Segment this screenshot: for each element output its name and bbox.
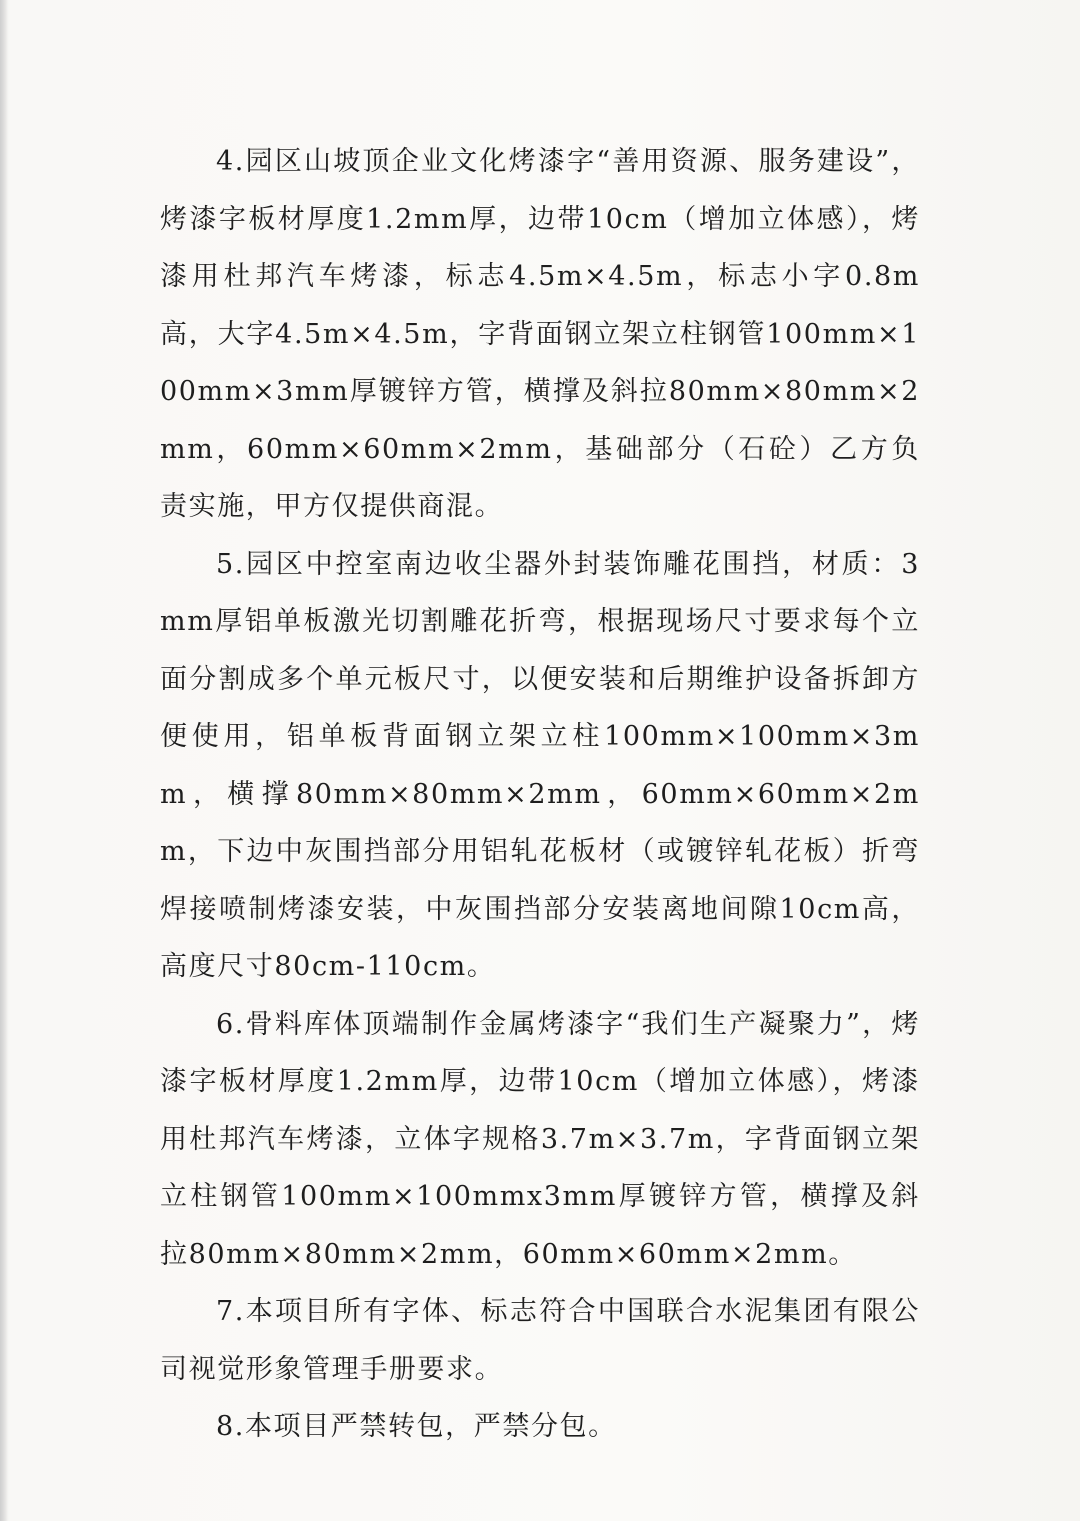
paragraph-item-4: 4.园区山坡顶企业文化烤漆字“善用资源、服务建设”，烤漆字板材厚度1.2mm厚，边带10cm（增加立体感），烤漆用杜邦汽车烤漆，标志4.5m×4.5m，标志小字0.8m高，大字4.5m×4.5m，字背面钢立架立柱钢管100mm×100mm×3mm厚镀锌方管，横撑及斜拉80mm×80mm×2mm，60mm×60mm×2mm，基础部分（石砼）乙方负责实施，甲方仅提供商混。 xyxy=(160,146,920,522)
page-edge-shadow xyxy=(0,0,8,1521)
document-body xyxy=(160,133,920,1456)
paragraph-item-8: 8.本项目严禁转包，严禁分包。 xyxy=(216,1411,617,1442)
paragraph-item-5: 5.园区中控室南边收尘器外封装饰雕花围挡，材质：3mm厚铝单板激光切割雕花折弯，根据现场尺寸要求每个立面分割成多个单元板尺寸，以便安装和后期维护设备拆卸方便使用，铝单板背面钢立架立柱100mm×100mm×3mm，横撑80mm×80mm×2mm，60mm×60mm×2mm，下边中灰围挡部分用铝轧花板材（或镀锌轧花板）折弯焊接喷制烤漆安装，中灰围挡部分安装离地间隙10cm高，高度尺寸80cm-110cm。 xyxy=(160,548,920,982)
paragraph-item-7: 7.本项目所有字体、标志符合中国联合水泥集团有限公司视觉形象管理手册要求。 xyxy=(160,1296,920,1385)
paragraph-item-6: 6.骨料库体顶端制作金属烤漆字“我们生产凝聚力”，烤漆字板材厚度1.2mm厚，边带10cm（增加立体感），烤漆用杜邦汽车烤漆，立体字规格3.7m×3.7m，字背面钢立架立柱钢管100mm×100mmx3mm厚镀锌方管，横撑及斜拉80mm×80mm×2mm，60mm×60mm×2mm。 xyxy=(160,1008,920,1270)
